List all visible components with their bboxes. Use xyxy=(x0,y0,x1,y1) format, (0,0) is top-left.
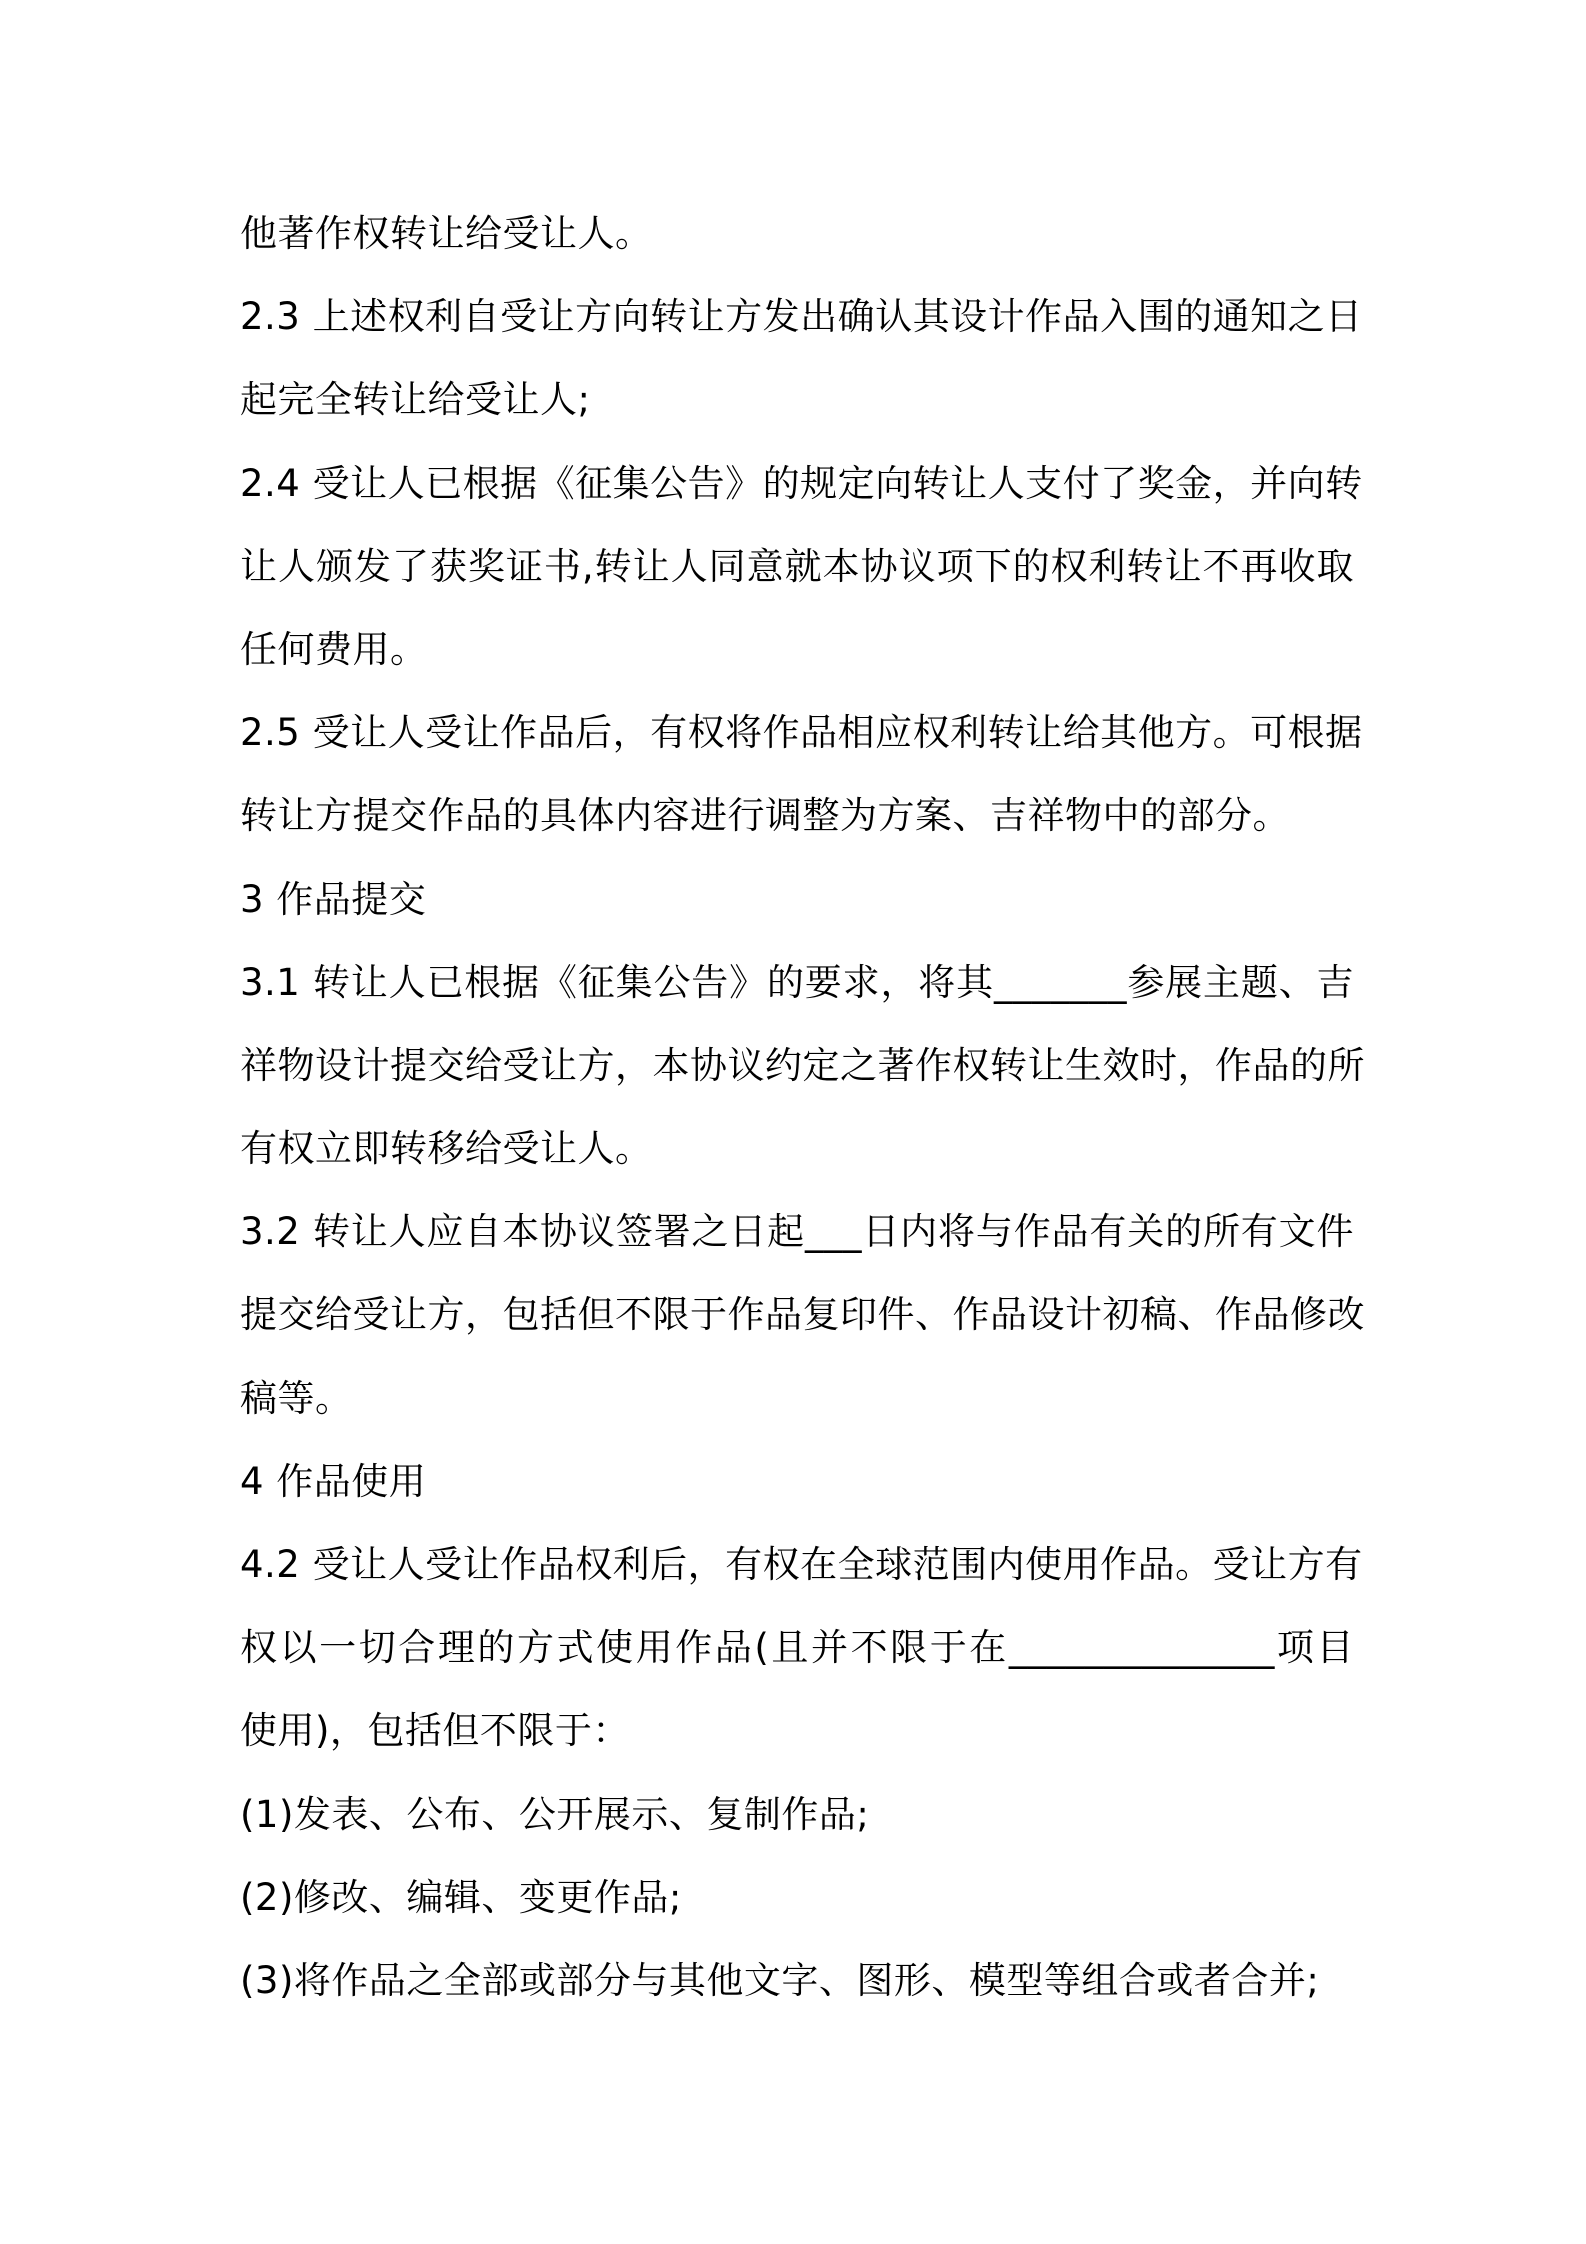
clause-3-1-line-3: 有权立即转移给受让人。 xyxy=(240,1127,653,1171)
clause-2-4-line-2: 让人颁发了获奖证书,转让人同意就本协议项下的权利转让不再收取 xyxy=(240,544,1354,588)
list-item-2: (2)修改、编辑、变更作品; xyxy=(240,1875,682,1919)
section-4-heading: 4 作品使用 xyxy=(240,1459,427,1503)
clause-3-2-line-1: 3.2 转让人应自本协议签署之日起___日内将与作品有关的所有文件 xyxy=(240,1210,1354,1254)
clause-2-5-line-2: 转让方提交作品的具体内容进行调整为方案、吉祥物中的部分。 xyxy=(240,794,1290,838)
clause-3-1-line-1: 3.1 转让人已根据《征集公告》的要求，将其_______参展主题、吉 xyxy=(240,960,1354,1004)
clause-2-4-line-1: 2.4 受让人已根据《征集公告》的规定向转让人支付了奖金，并向转 xyxy=(240,461,1363,505)
clause-4-2-line-3: 使用)，包括但不限于： xyxy=(240,1709,630,1753)
list-item-3: (3)将作品之全部或部分与其他文字、图形、模型等组合或者合并; xyxy=(240,1958,1320,2002)
clause-3-2-line-2: 提交给受让方，包括但不限于作品复印件、作品设计初稿、作品修改 xyxy=(240,1293,1365,1337)
clause-2-3-line-1: 2.3 上述权利自受让方向转让方发出确认其设计作品入围的通知之日 xyxy=(240,295,1363,339)
text-line: 他著作权转让给受让人。 xyxy=(240,212,653,255)
clause-3-2-line-3: 稿等。 xyxy=(240,1376,353,1420)
list-item-1: (1)发表、公布、公开展示、复制作品; xyxy=(240,1792,870,1836)
section-3-heading: 3 作品提交 xyxy=(240,877,427,921)
clause-2-5-line-1: 2.5 受让人受让作品后，有权将作品相应权利转让给其他方。可根据 xyxy=(240,711,1363,755)
clause-4-2-line-2: 权以一切合理的方式使用作品(且并不限于在______________项目 xyxy=(240,1626,1354,1670)
clause-4-2-line-1: 4.2 受让人受让作品权利后，有权在全球范围内使用作品。受让方有 xyxy=(240,1543,1363,1586)
clause-3-1-line-2: 祥物设计提交给受让方，本协议约定之著作权转让生效时，作品的所 xyxy=(240,1043,1365,1087)
clause-2-4-line-3: 任何费用。 xyxy=(240,627,428,671)
document-body xyxy=(240,192,1365,2022)
clause-2-3-line-2: 起完全转让给受让人; xyxy=(240,378,591,422)
